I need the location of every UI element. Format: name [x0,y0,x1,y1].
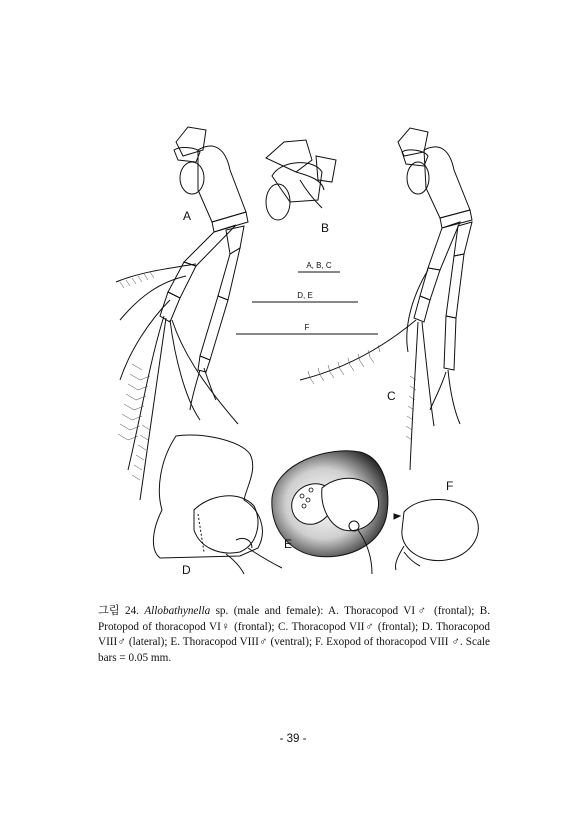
caption-genus: Allobathynella [144,605,211,617]
panel-label-B: B [321,221,330,235]
drawing-exopod-F [394,499,478,570]
setae-hatching-C [308,345,416,440]
scale-bar-label-F: F [304,323,310,332]
drawing-protopod-B [266,140,336,220]
panel-label-D: D [182,563,191,577]
scale-bar-label-DE: D, E [297,291,313,300]
drawing-thoracopod-A [116,127,248,500]
caption-prefix: 그림 24. [98,605,139,617]
caption-text: sp. (male and female): A. Thoracopod VI♂ (frontal); B. Protopod of thoracopod VI♀ (frontal); C. Thoracopod VII♂ (frontal); D. Thoracopod VIII♂ (lateral); E. Thoracopod VIII♂ (ventral); F. Exopod of thoracopod VIII ♂. Scale bars = 0.05 mm. [98,605,491,664]
scale-bar-F [236,323,378,334]
page-number: - 39 - [279,733,307,745]
drawing-thoracopod-E [272,451,388,574]
drawing-thoracopod-D [153,435,282,574]
drawing-thoracopod-C [300,128,472,470]
panel-label-C: C [387,389,396,403]
scale-bar-label-ABC: A, B, C [306,261,332,270]
panel-label-E: E [284,537,293,551]
figure-caption [98,604,490,666]
scale-bar-DE [252,291,358,302]
panel-label-A: A [183,209,192,223]
panel-label-F: F [446,479,454,493]
scale-bar-ABC [298,261,340,272]
